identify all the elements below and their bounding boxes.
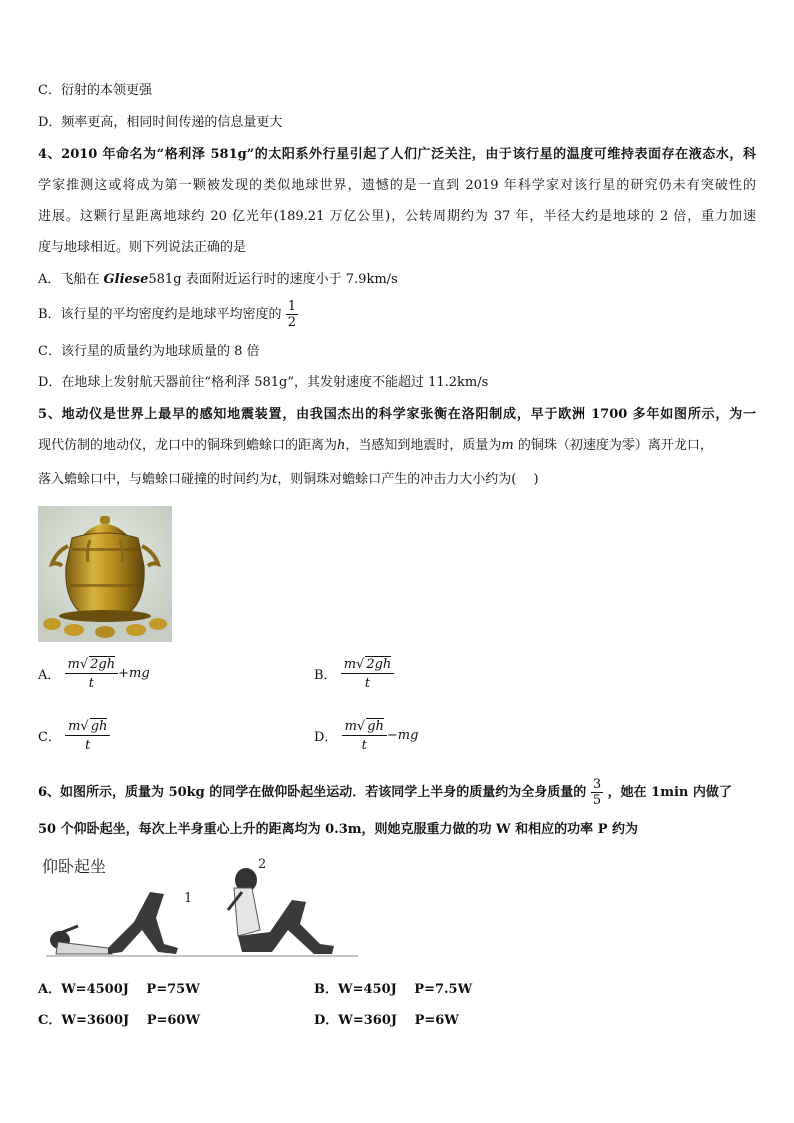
q6-option-a: A．W=4500J P=75W [38, 982, 200, 997]
q6-option-b: B．W=450J P=7.5W [314, 982, 473, 997]
q5-option-c-fraction: $\frac{m√ gh}{t}$ [65, 718, 110, 753]
situp-figure-title: 仰卧起坐 [42, 857, 107, 876]
q5-option-b: B． $\frac{m√ 2gh}{t}$ [314, 656, 394, 691]
q5-stem-line1: 5、地动仪是世界上最早的感知地震装置，由我国杰出的科学家张衡在洛阳制成，早于欧洲 1700 多年如图所示，为一 [38, 407, 756, 422]
q4-option-a: A．飞船在 Gliese581g 表面附近运行时的速度小于 7.9km/s [38, 272, 398, 287]
q6-option-c: C．W=3600J P=60W [38, 1013, 201, 1028]
situp-figure-label-1: 1 [184, 891, 193, 906]
seismograph-photo [38, 506, 172, 642]
q6-stem-line2: 50 个仰卧起坐，每次上半身重心上升的距离均为 0.3m，则她克服重力做的功 W 和相应的功率 P 约为 [38, 822, 638, 837]
q6-stem-line1: 6、如图所示，质量为 50kg 的同学在做仰卧起坐运动．若该同学上半身的质量约为全身质量的 $\frac{3}{5}$ ，她在 1min 内做了 [38, 777, 732, 808]
q4-option-b: B．该行星的平均密度约是地球平均密度的 $\frac{1}{2}$ [38, 299, 296, 330]
q3-option-c: C．衍射的本领更强 [38, 83, 152, 98]
q4-stem-line3: 进展。这颗行星距离地球约 20 亿光年(189.21 万亿公里)，公转周期约为 37 年，半径大约是地球的 2 倍，重力加速 [38, 209, 756, 224]
q4-stem-line2: 学家推测这或将成为第一颗被发现的类似地球世界，遗憾的是一直到 2019 年科学家对该行星的研究仍未有突破性的 [38, 178, 756, 193]
q5-option-d-fraction: $\frac{m√ gh}{t}$ [342, 718, 387, 753]
q5-stem-line2: 现代仿制的地动仪，龙口中的铜珠到蟾蜍口的距离为h，当感知到地震时，质量为m 的铜珠（初速度为零）离开龙口， [38, 438, 713, 453]
q5-option-a-fraction: $\frac{m√ 2gh}{t}$ [65, 656, 119, 691]
q5-option-b-fraction: $\frac{m√ 2gh}{t}$ [341, 656, 395, 691]
q5-option-a: A． $\frac{m√ 2gh}{t}$ +mg [38, 657, 150, 691]
q6-fraction: $\frac{3}{5}$ [592, 777, 602, 808]
q4-stem-line4: 度与地球相近。则下列说法正确的是 [38, 240, 247, 255]
q5-option-c: C． $\frac{m√ gh}{t}$ [38, 718, 110, 753]
situp-figure-label-2: 2 [258, 857, 267, 872]
q4-option-b-fraction: $\frac{1}{2}$ [287, 299, 296, 330]
q4-stem-line1: 4、2010 年命名为“格利泽 581g”的太阳系外行星引起了人们广泛关注，由于该行星的温度可维持表面存在液态水，科 [38, 147, 756, 162]
q3-option-d: D．频率更高，相同时间传递的信息量更大 [38, 115, 283, 130]
situp-figure [38, 852, 362, 964]
q4-option-d: D．在地球上发射航天器前往“格利泽 581g”，其发射速度不能超过 11.2km/s [38, 375, 489, 390]
q4-option-c: C．该行星的质量约为地球质量的 8 倍 [38, 344, 260, 359]
q5-stem-line3: 落入蟾蜍口中，与蟾蜍口碰撞的时间约为t，则铜珠对蟾蜍口产生的冲击力大小约为( ) [38, 472, 539, 487]
q6-option-d: D．W=360J P=6W [314, 1013, 459, 1028]
q5-option-d: D． $\frac{m√ gh}{t}$ −mg [314, 719, 419, 753]
